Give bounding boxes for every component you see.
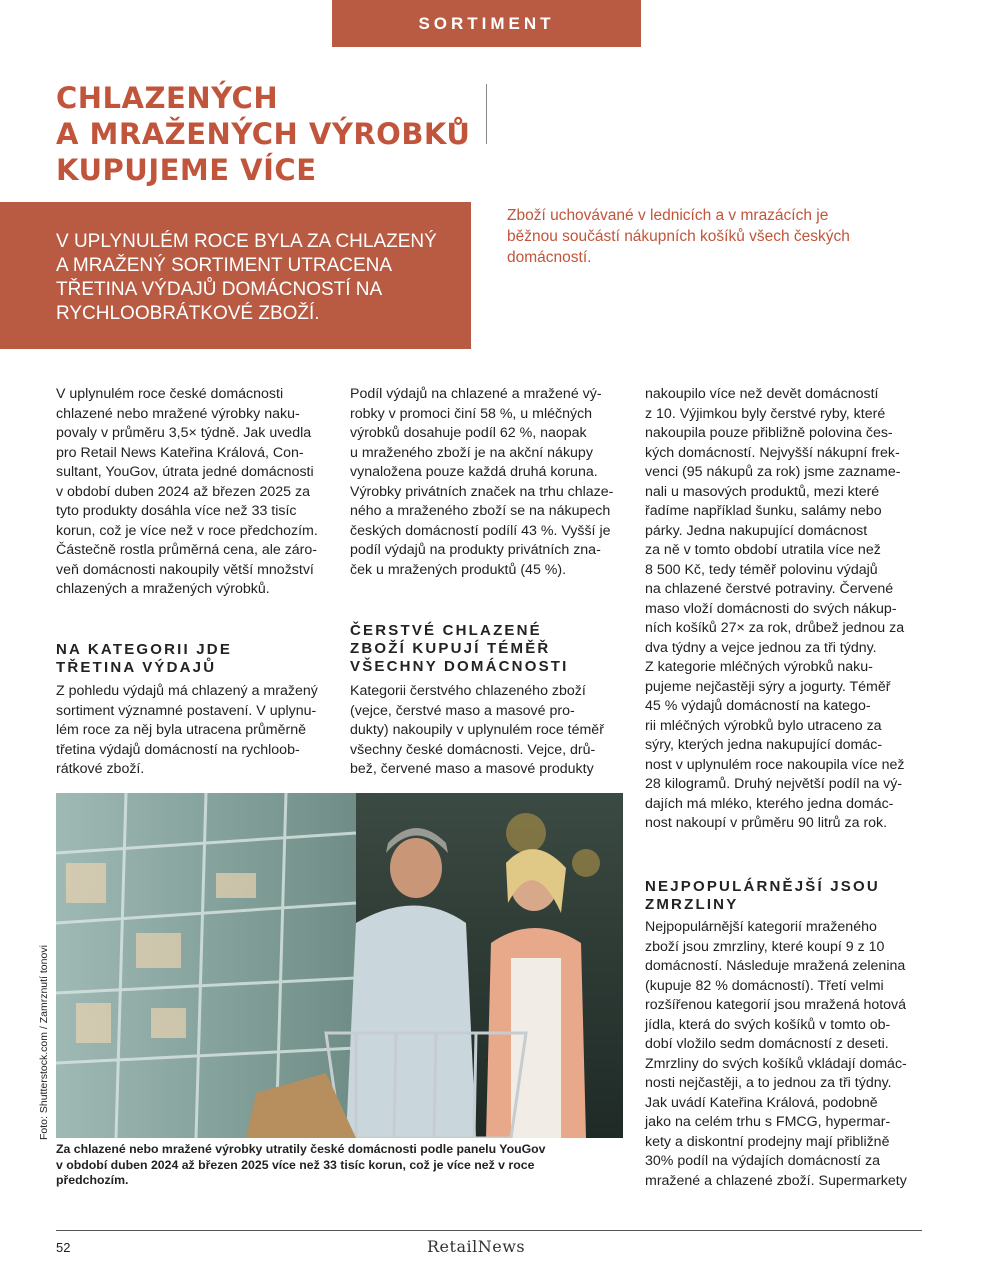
footer-rule [56, 1230, 922, 1231]
column-3-body-line: Nejpopulárnější kategorií mraženého [645, 919, 877, 935]
column-1-intro-line: pro Retail News Kateřina Králová, Con- [56, 444, 304, 461]
page-number: 52 [56, 1240, 71, 1255]
photo-caption [56, 1142, 616, 1189]
column-3-top-line: venci (95 nákupů za rok) jsme zazname- [645, 464, 901, 480]
column-1-body-line: třetina výdajů domácností na rychloob- [56, 741, 300, 758]
column-1-intro-line: sultant, YouGov, útrata jedné domácnosti [56, 464, 314, 480]
column-3-body-line: zboží jsou zmrzliny, které koupí 9 z 10 [645, 938, 885, 955]
column-3-top-line: pujeme nejčastěji sýry a jogurty. Téměř [645, 678, 891, 695]
column-3-top-line: dva týdny a vejce jednou za tři týdny. [645, 639, 877, 656]
column-2-body-line: bež, červené maso a masové produkty [350, 761, 594, 777]
headline-line: A MRAŽENÝCH VÝROBKŮ [56, 117, 471, 151]
column-2-intro-line: českých domácností podílí 43 %. Vyšší je [350, 522, 611, 539]
column-1-intro-line: V uplynulém roce české domácnosti [56, 386, 284, 402]
side-note-line: Zboží uchovávané v lednicích a v mrazácích je [507, 207, 829, 224]
column-1-intro-line: v období duben 2024 až březen 2025 za [56, 483, 311, 500]
column-3-body-line: Zmrzliny do svých košíků vkládají domác- [645, 1055, 907, 1072]
subhead-ice-cream-line: NEJPOPULÁRNĚJŠÍ JSOU [645, 878, 880, 895]
subhead-category-share [56, 641, 232, 677]
column-3-top [645, 385, 930, 834]
column-3-body-line: jako na celém trhu s FMCG, hypermar- [645, 1114, 891, 1130]
lead-box [0, 202, 471, 349]
lead-box-line: RYCHLOOBRÁTKOVÉ ZBOŽÍ. [56, 303, 320, 324]
lead-box-line: V UPLYNULÉM ROCE BYLA ZA CHLAZENÝ [56, 231, 437, 252]
column-3-body-line: dobí vložilo sedm domácností z deseti. [645, 1036, 889, 1052]
side-note-line: běžnou součástí nákupních košíků všech českých [507, 228, 850, 245]
headline [56, 80, 486, 188]
column-3-top-line: dajích má mléko, kterého jedna domác- [645, 795, 894, 812]
column-3-body-line: (kupuje 82 % domácností). Třetí velmi [645, 977, 884, 994]
side-note [507, 205, 887, 268]
subhead-fresh-chilled [350, 622, 569, 676]
subhead-fresh-chilled-line: ČERSTVÉ CHLAZENÉ [350, 622, 542, 639]
subhead-fresh-chilled-line: VŠECHNY DOMÁCNOSTI [350, 658, 569, 675]
lead-box-line: TŘETINA VÝDAJŮ DOMÁCNOSTÍ NA [56, 279, 383, 300]
column-3-top-line: nali u masových produktů, mezi které [645, 483, 880, 500]
photo-caption-line: předchozím. [56, 1173, 129, 1187]
subhead-ice-cream-line: ZMRZLINY [645, 896, 739, 913]
headline-line: KUPUJEME VÍCE [56, 153, 317, 187]
column-3-top-line: 8 500 Kč, tedy téměř polovinu výdajů [645, 561, 878, 578]
column-2-intro [350, 385, 640, 580]
column-3-body-line: rozšířenou kategorií jsou mražená hotová [645, 997, 907, 1013]
lead-box-line: A MRAŽENÝ SORTIMENT UTRACENA [56, 255, 393, 276]
column-1-intro-line: Částečně rostla průměrná cena, ale záro- [56, 542, 318, 558]
column-3-body-line: kety a diskontní prodejny mají přibližně [645, 1133, 890, 1150]
column-3-top-line: nost v uplynulém roce nakoupila více než [645, 756, 905, 773]
section-tag: SORTIMENT [332, 0, 641, 47]
column-1-body-line: lém roce za něj byla utracena průměrně [56, 722, 306, 738]
column-1-body-line: Z pohledu výdajů má chlazený a mražený [56, 683, 318, 699]
column-3-top-line: za ně v tomto období utratila více než [645, 542, 881, 558]
column-3-top-line: nakoupila pouze přibližně polovina čes- [645, 425, 893, 441]
column-2-intro-line: podíl výdajů na produkty privátních zna- [350, 542, 601, 558]
column-3-top-line: nakoupilo více než devět domácností [645, 386, 879, 402]
subhead-category-share-line: NA KATEGORII JDE [56, 641, 233, 658]
column-1-body-line: sortiment významné postavení. V uplynu- [56, 702, 317, 719]
column-3-body-line: 30% podíl na výdajích domácností za [645, 1153, 881, 1169]
photo-caption-line: v období duben 2024 až březen 2025 více než 33 tisíc korun, což je více než v roce [56, 1157, 535, 1172]
column-3-top-line: maso vloží domácnosti do svých nákup- [645, 600, 897, 617]
column-2-body [350, 682, 640, 780]
column-3-top-line: 28 kilogramů. Druhý největší podíl na vý- [645, 776, 903, 792]
column-3-top-line: párky. Jedna nakupující domácnost [645, 522, 868, 539]
column-1-intro-line: chlazené nebo mražené výrobky naku- [56, 405, 300, 422]
column-3-body-line: mražené a chlazené zboží. Supermarkety [645, 1172, 907, 1189]
column-3-top-line: Z kategorie mléčných výrobků naku- [645, 659, 873, 675]
supermarket-photo [56, 793, 623, 1138]
photo-credit: Foto: Shutterstock.com / Zamrznutí tonovi [38, 945, 50, 1140]
brand-logo: RetailNews [427, 1237, 526, 1256]
column-2-body-line: všechny české domácnosti. Vejce, drů- [350, 741, 596, 758]
column-3-top-line: rii mléčných výrobků bylo utraceno za [645, 717, 882, 734]
column-3-top-line: nost nakoupí v průměru 90 litrů za rok. [645, 815, 888, 831]
column-1-intro-line: veň domácnosti nakoupily větší množství [56, 561, 314, 578]
column-2-intro-line: ček u mražených produktů (45 %). [350, 561, 567, 578]
column-3-top-line: sýry, kterých jedna nakupující domác- [645, 737, 883, 753]
column-3-top-line: řadíme například šunku, salámy nebo [645, 503, 882, 519]
column-3-top-line: 45 % výdajů domácností na katego- [645, 698, 871, 714]
column-1-intro-line: chlazených a mražených výrobků. [56, 581, 270, 597]
column-3-body-line: jídla, která do svých košíků v tomto ob- [645, 1016, 891, 1033]
column-3-body-line: Jak uvádí Kateřina Králová, podobně [645, 1094, 878, 1111]
column-1-intro-line: tyto produkty dosáhla více než 33 tisíc [56, 503, 297, 519]
subhead-category-share-line: TŘETINA VÝDAJŮ [56, 659, 217, 676]
side-note-line: domácností. [507, 249, 592, 266]
column-1-body [56, 682, 346, 780]
column-1-intro [56, 385, 346, 600]
column-2-intro-line: Výrobky privátních značek na trhu chlaze- [350, 483, 614, 500]
column-1-body-line: rátkové zboží. [56, 761, 145, 777]
column-2-intro-line: ného a mraženého zboží se na nákupech [350, 503, 611, 519]
column-1-intro-line: korun, což je více než v roce předchozím. [56, 522, 318, 539]
column-2-body-line: dukty) nakoupily v uplynulém roce téměř [350, 722, 604, 738]
column-3-top-line: na chlazené čerstvé potraviny. Červené [645, 581, 894, 597]
column-3-body-line: domácností. Následuje mražená zelenina [645, 958, 906, 974]
column-3-top-line: ních košíků 27× za rok, drůbež jednou za [645, 620, 905, 636]
column-2-intro-line: vynaložena pouze každá druhá koruna. [350, 464, 598, 480]
column-3-body [645, 918, 930, 1191]
column-2-body-line: Kategorii čerstvého chlazeného zboží [350, 683, 586, 699]
subhead-fresh-chilled-line: ZBOŽÍ KUPUJÍ TÉMĚŘ [350, 640, 551, 657]
column-2-intro-line: u mraženého zboží je na akční nákupy [350, 444, 593, 461]
headline-line: CHLAZENÝCH [56, 81, 279, 115]
column-3-body-line: nosti nejčastěji, a to jednou za tři týdny. [645, 1075, 892, 1091]
column-2-intro-line: výrobků dosahuje podíl 62 %, naopak [350, 425, 587, 441]
photo-illustration [56, 793, 623, 1138]
column-3-top-line: kých domácností. Nejvyšší nákupní frek- [645, 444, 900, 461]
subhead-ice-cream [645, 878, 880, 914]
column-2-body-line: (vejce, čerstvé maso a masové pro- [350, 702, 575, 719]
column-2-intro-line: robky v promoci činí 58 %, u mléčných [350, 405, 593, 422]
column-1-intro-line: povaly v průměru 3,5× týdně. Jak uvedla [56, 425, 312, 441]
divider [486, 84, 487, 144]
column-3-top-line: z 10. Výjimkou byly čerstvé ryby, které [645, 405, 886, 422]
column-2-intro-line: Podíl výdajů na chlazené a mražené vý- [350, 386, 602, 402]
photo-caption-line: Za chlazené nebo mražené výrobky utratily české domácnosti podle panelu YouGov [56, 1142, 546, 1156]
